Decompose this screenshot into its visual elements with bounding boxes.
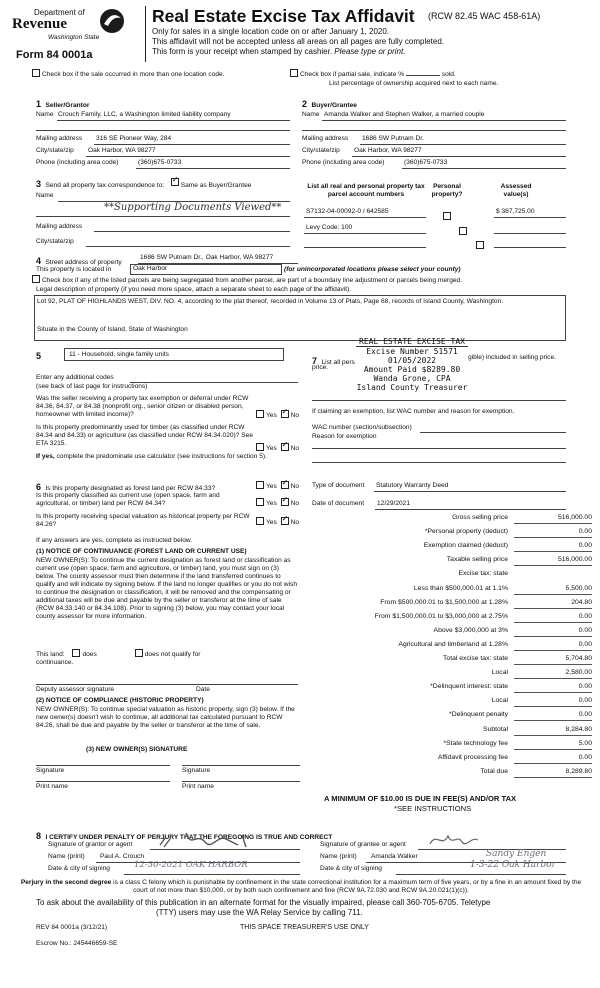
notice-continuance-text: NEW OWNER(S): To continue the current designation as forest land or classification as current use (open space, farm and agriculture, or timber) land, you must sign on (3) below. The county assessor must then determine if the land transferred continues to qualify and will indicate by signing below. If the land no longer qualifies or you do not wish to continue the designation or classification, it will be removed and the compensating or additional taxes will be due and payable by the seller or transferor at the time of sale (RCW 84.33.140 or 84.34.108). Prior to signing (3) below, you may contact your local county assessor for more information. [36,557,297,620]
sec5-q1-answer[interactable]: Yes ✓ No [254,411,299,420]
tax-row-label: Excise tax: state [458,570,508,578]
tax-row [312,598,596,609]
doc-type[interactable]: Statutory Warranty Deed [376,482,449,489]
tax-row [312,654,596,665]
tax-row-amount[interactable]: 5.00 [514,739,592,750]
tax-row [312,612,596,623]
seller-mailing-label: Mailing address [36,135,83,142]
tax-row [312,541,596,552]
excise-stamp-officer: Wanda Grone, CPA [373,374,451,383]
grantor-date-label: Date & city of signing [48,865,110,872]
sec6-q1-answer[interactable]: Yes ✓ No [254,482,299,491]
header-note-3: This form is your receipt when stamped by cashier. Please type or print. [152,47,406,56]
grantor-date-place[interactable]: 12-30-2021 OAK HARBOR [134,860,248,870]
tax-row-label: Total due [480,767,508,775]
seller-name-label: Name [36,111,54,118]
tax-row-amount[interactable]: 8,284.80 [514,725,592,736]
header-note-2: This affidavit will not be accepted unless all areas on all pages are fully completed. [152,37,445,46]
owner-print-2[interactable]: Print name [182,783,214,790]
partial-sale-check[interactable]: Check box if partial sale, indicate % sold. [288,70,456,79]
grantee-hand-name: Sandy Engen [486,849,547,859]
grantee-signature-scribble[interactable] [426,830,486,854]
tax-row-label: Gross selling price [452,514,508,521]
new-owner-signature-title: (3) NEW OWNER(S) SIGNATURE [86,746,188,753]
seller-name[interactable]: Crouch Family, LLC, a Washington limited liability company [58,111,231,118]
grantee-signature-label: Signature of grantee or agent [320,841,406,848]
buyer-mailing[interactable]: 1686 SW Putnam Dr. [362,135,424,142]
tax-row [312,682,596,693]
tax-row-label: Subtotal [483,725,508,733]
seller-mailing[interactable]: 316 SE Pioneer Way, 284 [96,135,172,142]
tax-row-label: Agricultural and timberland at 1.28% [398,640,508,648]
tax-row [312,739,596,750]
tax-row-amount[interactable]: 0.00 [514,541,592,552]
seller-city[interactable]: Oak Harbor, WA 98277 [88,147,156,154]
tax-row-amount[interactable]: 2,580.00 [514,668,592,679]
form-number: Form 84 0001a [16,49,93,61]
tax-row [312,767,596,778]
located-in-select[interactable]: Oak Harbor [130,264,282,275]
tax-row-label: *Delinquent penalty [449,711,508,719]
correspondence-name-label: Name [36,192,54,199]
notice-compliance-title: (2) NOTICE OF COMPLIANCE (HISTORIC PROPERTY) [36,697,204,704]
grantee-name-label: Name (print) [320,853,357,860]
section-7-label-b: gible) included in selling price. [468,354,556,361]
this-land: This land: does does not qualify for [36,650,201,658]
tax-row-amount[interactable]: 0.00 [514,612,592,623]
escrow-number: Escrow No.: 245446659-SE [36,940,118,947]
tax-row [312,584,596,595]
correspondence-city-label: City/state/zip [36,238,74,245]
legal-description-label: Legal description of property (if you need more space, attach a separate sheet to each page of the affidavit). [36,286,352,293]
tax-row-amount[interactable]: 0.00 [514,696,592,707]
tax-row [312,710,596,721]
levy-code[interactable]: Levy Code: 100 [306,224,353,231]
buyer-heading: 2 Buyer/Grantee [302,99,357,109]
parcels-col-assessed: Assessed value(s) [500,183,532,198]
location-heading: 4 Street address of property [36,256,122,266]
tax-row-amount[interactable]: 516,000.00 [514,513,592,524]
buyer-mailing-label: Mailing address [302,135,349,142]
sec6-q2-answer[interactable]: Yes ✓ No [254,499,299,508]
does-not-check[interactable] [135,649,143,657]
legal-description-2: Situate in the County of Island, State of Washington [37,326,188,333]
owner-print-1[interactable]: Print name [36,783,68,790]
tax-row-label: Exemption claimed (deduct) [423,542,508,550]
dor-logo-swoosh-icon [98,8,126,34]
buyer-name-label: Name [302,111,320,118]
tax-row [312,626,596,637]
minimum-fee-note: A MINIMUM OF $10.00 IS DUE IN FEE(S) AND/OR TAX [324,794,517,803]
sec5-if-yes: If yes, complete the predominate use calculator (see instructions for section 5). [36,453,267,460]
tax-row [312,696,596,707]
dor-logo-state: Washington State [48,34,100,41]
doc-date[interactable]: 12/29/2021 [377,500,411,507]
exemption-label: If claiming an exemption, list WAC number and reason for exemption. [312,408,515,415]
seller-phone[interactable]: (360)675-0733 [138,159,182,166]
tax-row-amount[interactable]: 0.00 [514,682,592,693]
treasurer-use-only: THIS SPACE TREASURER'S USE ONLY [240,924,369,931]
additional-codes-label: Enter any additional codes [36,374,114,381]
grantee-name[interactable]: Amanda Walker [371,853,418,860]
buyer-name[interactable]: Amanda Walker and Stephen Walker, a married couple [324,111,485,118]
located-in-label: This property is located in [36,266,112,273]
personal-property-check-2[interactable] [459,227,467,235]
seller-phone-label: Phone (including area code) [36,159,119,166]
section-6-q2: Is this property classified as current use (open space, farm and agricultural, or timber) land per RCW 84.34? [36,492,220,507]
tax-row-label: From $1,500,000.01 to $3,000,000 at 2.75% [374,612,508,620]
does-check[interactable] [72,649,80,657]
notice-compliance-text: NEW OWNER(S): To continue special valuation as historic property, sign (3) below. If the new owner(s) doesn't wish to continue, all additional tax calculated pursuant to RCW 84.26, shall be due and payable by the seller or transferor at the time of sale. [36,706,295,729]
additional-codes-note: (see back of last page for instructions) [36,383,148,390]
tax-row-amount[interactable]: 0.00 [514,640,592,651]
tax-row-label: From $500,000.01 to $1,500,000 at 1.28% [380,598,508,606]
buyer-phone-label: Phone (including area code) [302,159,385,166]
alt-format-line-2: (TTY) users may use the WA Relay Service by calling 711. [156,908,363,917]
tax-row-amount[interactable]: 5,704.80 [514,654,592,665]
tax-row [312,668,596,679]
sec5-q1: Was the seller receiving a property tax exemption or deferral under RCW 84.36, 84.37, or 84.38 (nonprofit org., senior citizen or disabled person, homeowner with limited income)? [36,395,249,418]
section-6-q3: Is this property receiving special valuation as historical property per RCW 84.26? [36,513,250,528]
tax-row-label: Above $3,000,000 at 3% [433,626,508,634]
excise-stamp-title: REAL ESTATE EXCISE TAX [356,337,468,347]
sec5-q2-answer[interactable]: Yes ✓ No [254,444,299,453]
tax-row [312,527,596,538]
tax-row [312,513,596,524]
tax-row-amount[interactable]: 5,500.00 [514,584,592,595]
personal-property-check-1[interactable] [443,212,451,220]
excise-stamp-office: Island County Treasurer [356,383,468,392]
perjury-notice: Perjury in the second degree is a class C felony which is punishable by confinement in the state correctional institution for a maximum term of five years, or by a fine in an amount fixed by the court of not more than $10,000, or by both such confinement and fine (RCW 9A.72.030 and RCW 9A.20.021(1)(c)). [20,879,582,894]
multi-location-check[interactable]: Check box if the sale occurred in more than one location code. [30,70,225,79]
parcels-col-numbers: List all real and personal property tax parcel account numbers [307,183,425,198]
excise-stamp-date: 01/05/2022 [387,356,437,365]
excise-stamp-number: Excise Number 51571 [366,347,458,356]
segregated-check[interactable]: Check box if any of the listed parcels are being segregated from another parcel, are part of a boundary line adjustment or parcels being merged. [30,276,462,285]
section-7-heading: 7 List all pers [312,356,355,366]
legal-description-box[interactable] [34,295,566,341]
legal-description-1: Lot 92, PLAT OF HIGHLANDS WEST, DIV. NO. 4, according to the plat thereof, recorded in Volume 13 of Plats, Page 68, records of Island County, Washington. [37,298,504,305]
tax-row-label: Taxable selling price [446,556,508,564]
tax-row [312,569,596,580]
continuance-label: continuance. [36,659,74,666]
tax-row-amount[interactable]: 0.00 [514,710,592,721]
sec6-q3-answer[interactable]: Yes ✓ No [254,518,299,527]
form-revision: REV 84 0001a (3/12/21) [36,924,108,931]
grantee-date-place[interactable]: 1-3-22 Oak Harbor [470,860,556,870]
parcel-number[interactable]: S7132-04-00092-0 / 642585 [306,208,389,215]
deputy-date-label: Date [196,686,210,693]
form-title: Real Estate Excise Tax Affidavit [152,6,415,26]
alt-format-line-1: To ask about the availability of this publication in an alternate format for the visually impaired, please call 360-705-6705. Teletype [36,898,491,907]
see-instructions: *SEE INSTRUCTIONS [394,804,472,813]
correspondence-heading: 3 Send all property tax correspondence to: ✓ Same as Buyer/Grantee [36,174,251,192]
tax-row [312,640,596,651]
sec5-q2: Is this property predominantly used for timber (as classified under RCW 84.34 and 84.33) or agriculture (as classified under RCW 84.34.020)? See ETA 3215. [36,424,253,447]
tax-row-label: *Personal property (deduct) [424,528,508,536]
excise-receipt-stamp [356,337,468,392]
certify-heading: 8 I CERTIFY UNDER PENALTY OF PERJURY THAT THE FOREGOING IS TRUE AND CORRECT [36,831,333,841]
tax-row-label: *Delinquent interest: state [430,683,508,691]
form-rcw: (RCW 82.45 WAC 458-61A) [428,11,541,21]
seller-city-label: City/state/zip [36,147,74,154]
tax-row-label: Less than $500,000.01 at 1.1% [413,584,508,592]
grantor-signature-label: Signature of grantor or agent [48,841,133,848]
section-5-number: 5 [36,351,42,361]
tax-row-label: Local [491,697,508,705]
grantee-date-label: Date & city of signing [320,865,382,872]
tax-row [312,555,596,566]
tax-row-label: Local [491,669,508,677]
section-6-q1: 6 Is this property designated as forest land per RCW 84.33? [36,482,216,492]
supporting-docs-stamp: **Supporting Documents Viewed** [104,202,282,213]
tax-row-amount[interactable]: 0.00 [514,527,592,538]
tax-row-amount[interactable]: 8,289.80 [514,767,592,778]
grantor-signature-scribble[interactable] [156,829,276,855]
deputy-signature-label: Deputy assessor signature [36,686,115,693]
any-yes-note: If any answers are yes, complete as instructed below. [36,537,193,544]
tax-row-label: Total excise tax: state [443,655,508,662]
tax-row-amount[interactable]: 0.00 [514,626,592,637]
property-use-select[interactable]: 11 - Household, single family units [64,348,284,361]
grantor-name[interactable]: Paul A. Crouch [100,853,144,860]
wac-label: WAC number (section/subsection) [312,424,412,431]
reason-label: Reason for exemption [312,433,377,440]
section-7-price: price. [312,364,329,371]
buyer-phone[interactable]: (360)675-0733 [404,159,448,166]
grantor-name-label: Name (print) [48,853,85,860]
partial-sale-note: List percentage of ownership acquired next to each name. [329,80,499,87]
header-note-1: Only for sales in a single location code on or after January 1, 2020. [152,27,390,36]
tax-row-amount[interactable]: 516,000.00 [514,555,592,566]
tax-row [312,725,596,736]
property-street[interactable]: 1686 SW Putnam Dr., Oak Harbor, WA 98277 [140,254,274,261]
buyer-city[interactable]: Oak Harbor, WA 98277 [354,147,422,154]
dor-logo [8,6,140,50]
same-as-buyer-check[interactable] [171,178,179,186]
doc-date-label: Date of document [312,500,365,507]
owner-signature-1[interactable]: Signature [36,767,65,774]
tax-row-label: Affidavit processing fee [437,753,508,761]
owner-signature-2[interactable]: Signature [182,767,211,774]
parcels-col-personal: Personal property? [431,183,463,198]
doc-type-label: Type of document [312,482,365,489]
correspondence-mailing-label: Mailing address [36,223,83,230]
seller-heading: 1 Seller/Grantor [36,99,90,109]
buyer-city-label: City/state/zip [302,147,340,154]
dor-logo-text-top: Department of [34,8,85,17]
tax-row-amount[interactable]: 204.80 [514,598,592,609]
personal-property-check-3[interactable] [476,241,484,249]
tax-row-amount[interactable]: 0.00 [514,753,592,764]
tax-row-label: *State technology fee [443,739,508,747]
excise-stamp-amount: Amount Paid $8289.80 [363,365,461,374]
unincorporated-note: (for unincorporated locations please select your county) [284,266,461,273]
tax-row [312,753,596,764]
assessed-value[interactable]: $ 387,725.00 [496,208,535,215]
notice-continuance-title: (1) NOTICE OF CONTINUANCE (FOREST LAND OR CURRENT USE) [36,548,247,555]
dor-logo-text-main: Revenue [12,16,67,32]
